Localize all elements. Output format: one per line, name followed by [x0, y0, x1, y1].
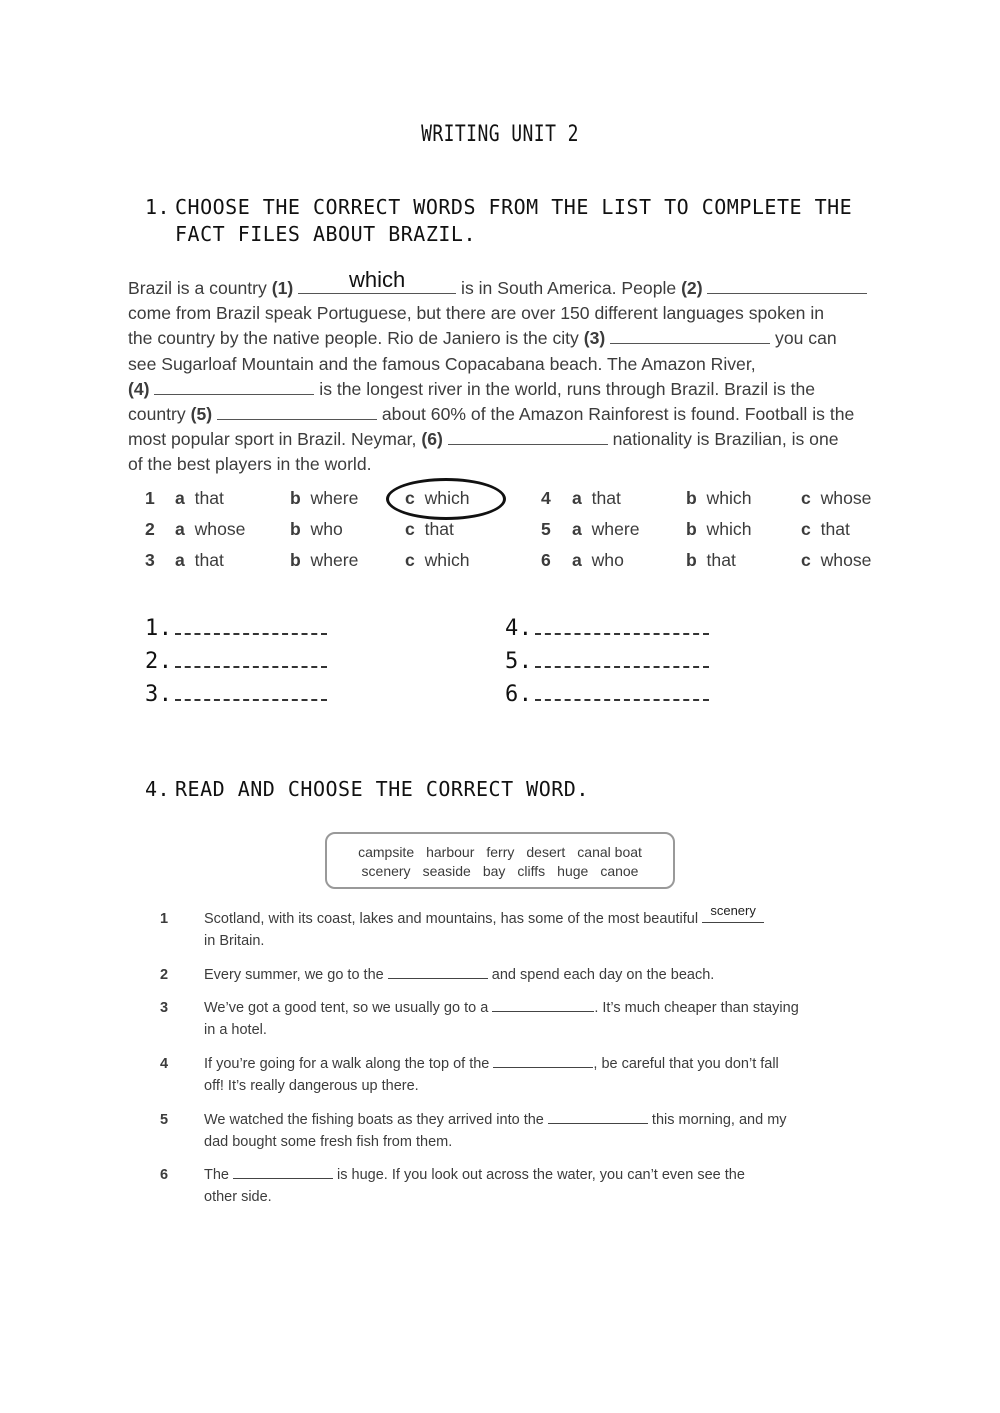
- selected-answer-circle: [386, 478, 506, 520]
- item-number: 4: [160, 1056, 169, 1072]
- item-text: , be careful that you don’t fall: [593, 1056, 779, 1072]
- option-b[interactable]: b which: [686, 488, 752, 508]
- option-c[interactable]: c that: [405, 519, 454, 539]
- option-b[interactable]: b that: [686, 550, 736, 570]
- word-box-row-2: [327, 862, 673, 881]
- passage-text: the country by the native people. Rio de Janiero is the city: [128, 328, 584, 349]
- gap-number-2: (2): [681, 278, 703, 298]
- answer-line-5[interactable]: 5.: [505, 645, 709, 678]
- option-b[interactable]: b who: [290, 519, 343, 539]
- item-gap[interactable]: [492, 997, 594, 1012]
- item-gap[interactable]: [548, 1109, 648, 1124]
- option-number: 5: [541, 519, 551, 539]
- item-text: off! It’s really dangerous up there.: [204, 1078, 419, 1094]
- item-text: other side.: [204, 1189, 272, 1205]
- word-chip[interactable]: canoe: [600, 863, 639, 879]
- item-number: 2: [160, 967, 169, 983]
- passage-line: come from Brazil speak Portuguese, but there are over 150 different languages spoken in: [128, 303, 825, 324]
- passage-text: Brazil is a country: [128, 278, 272, 298]
- word-chip[interactable]: canal boat: [577, 844, 642, 860]
- item-text: The: [204, 1167, 234, 1183]
- option-b[interactable]: b which: [686, 519, 752, 539]
- option-number: 2: [145, 519, 155, 539]
- item-text: in Britain.: [204, 933, 265, 949]
- answer-line-6[interactable]: 6.: [505, 678, 709, 711]
- item-number: 1: [160, 911, 169, 927]
- item-text: . It’s much cheaper than staying: [594, 1000, 799, 1016]
- answer-line-3[interactable]: 3.: [145, 678, 327, 711]
- item-gap[interactable]: [493, 1053, 593, 1068]
- answer-line-4[interactable]: 4.: [505, 612, 709, 645]
- item-text: We’ve got a good tent, so we usually go to a: [204, 1000, 493, 1016]
- option-a[interactable]: a that: [175, 488, 224, 508]
- option-c[interactable]: c which: [405, 488, 470, 508]
- option-a[interactable]: a that: [175, 550, 224, 570]
- option-c[interactable]: c whose: [801, 550, 872, 570]
- option-c[interactable]: c whose: [801, 488, 872, 508]
- word-chip[interactable]: huge: [557, 863, 589, 879]
- passage-text: you can: [770, 328, 837, 349]
- gap-number-1: (1): [271, 278, 294, 298]
- gap-number-4: (4): [128, 378, 150, 399]
- section-4-number: 4.: [145, 777, 171, 801]
- passage-text: is the longest river in the world, runs through Brazil. Brazil is the: [314, 378, 816, 399]
- word-box-row-1: [327, 843, 673, 862]
- item-text: and spend each day on the beach.: [487, 967, 715, 983]
- item-gap[interactable]: [702, 903, 764, 923]
- word-chip[interactable]: cliffs: [517, 863, 546, 879]
- answer-line-1[interactable]: 1.: [145, 612, 327, 645]
- item-text: in a hotel.: [204, 1022, 267, 1038]
- passage-text: nationality is Brazilian, is one: [607, 429, 839, 450]
- gap-5[interactable]: [217, 403, 377, 420]
- passage-text: about 60% of the Amazon Rainforest is found. Football is the: [377, 403, 855, 424]
- answer-1: which: [349, 266, 406, 292]
- option-a[interactable]: a that: [572, 488, 621, 508]
- item-text: Every summer, we go to the: [204, 967, 388, 983]
- gap-number-6: (6): [421, 429, 443, 450]
- page-title: WRITING UNIT 2: [421, 122, 579, 147]
- word-box: [325, 832, 675, 889]
- passage-text: is in South America. People: [456, 278, 682, 298]
- gap-1[interactable]: [298, 266, 456, 294]
- option-number: 3: [145, 550, 155, 570]
- option-a[interactable]: a whose: [175, 519, 246, 539]
- word-chip[interactable]: harbour: [426, 844, 475, 860]
- word-chip[interactable]: seaside: [422, 863, 471, 879]
- item-text: We watched the fishing boats as they arrived into the: [204, 1112, 548, 1128]
- section-4-instruction: READ AND CHOOSE THE CORRECT WORD.: [175, 777, 589, 801]
- option-number: 4: [541, 488, 551, 508]
- gap-2[interactable]: [707, 277, 867, 294]
- item-text: dad bought some fresh fish from them.: [204, 1134, 453, 1150]
- gap-number-5: (5): [190, 403, 213, 424]
- gap-number-3: (3): [583, 328, 606, 349]
- passage-text: most popular sport in Brazil. Neymar,: [128, 429, 422, 450]
- gap-3[interactable]: [610, 327, 770, 344]
- section-1-number: 1.: [145, 195, 171, 219]
- passage-line: see Sugarloaf Mountain and the famous Copacabana beach. The Amazon River,: [128, 353, 756, 374]
- item-text: this morning, and my: [647, 1112, 787, 1128]
- gap-4[interactable]: [154, 378, 314, 395]
- word-chip[interactable]: campsite: [358, 844, 415, 860]
- option-number: 6: [541, 550, 551, 570]
- option-a[interactable]: a who: [572, 550, 624, 570]
- item-text: Scotland, with its coast, lakes and mountains, has some of the most beautiful: [204, 911, 703, 927]
- answer-line-2[interactable]: 2.: [145, 645, 327, 678]
- word-chip[interactable]: bay: [482, 863, 506, 879]
- option-b[interactable]: b where: [290, 550, 359, 570]
- option-c[interactable]: c that: [801, 519, 850, 539]
- option-b[interactable]: b where: [290, 488, 359, 508]
- word-chip[interactable]: scenery: [361, 863, 411, 879]
- item-gap[interactable]: [233, 1164, 333, 1179]
- item-number: 6: [160, 1167, 169, 1183]
- gap-6[interactable]: [448, 428, 608, 445]
- item-answer: scenery: [710, 903, 756, 918]
- word-chip[interactable]: ferry: [486, 844, 515, 860]
- passage-text: country: [128, 403, 191, 424]
- word-chip[interactable]: desert: [526, 844, 566, 860]
- item-number: 5: [160, 1112, 169, 1128]
- item-text: is huge. If you look out across the water, you can’t even see the: [333, 1167, 745, 1183]
- passage-line: of the best players in the world.: [128, 454, 372, 475]
- item-text: If you’re going for a walk along the top of the: [204, 1056, 494, 1072]
- option-number: 1: [145, 488, 155, 508]
- brazil-passage: [128, 266, 898, 478]
- item-gap[interactable]: [388, 964, 488, 979]
- option-a[interactable]: a where: [572, 519, 640, 539]
- section-1-instruction: CHOOSE THE CORRECT WORDS FROM THE LIST TO COMPLETE THE FACT FILES ABOUT BRAZIL.: [175, 195, 853, 246]
- item-number: 3: [160, 1000, 169, 1016]
- option-c[interactable]: c which: [405, 550, 470, 570]
